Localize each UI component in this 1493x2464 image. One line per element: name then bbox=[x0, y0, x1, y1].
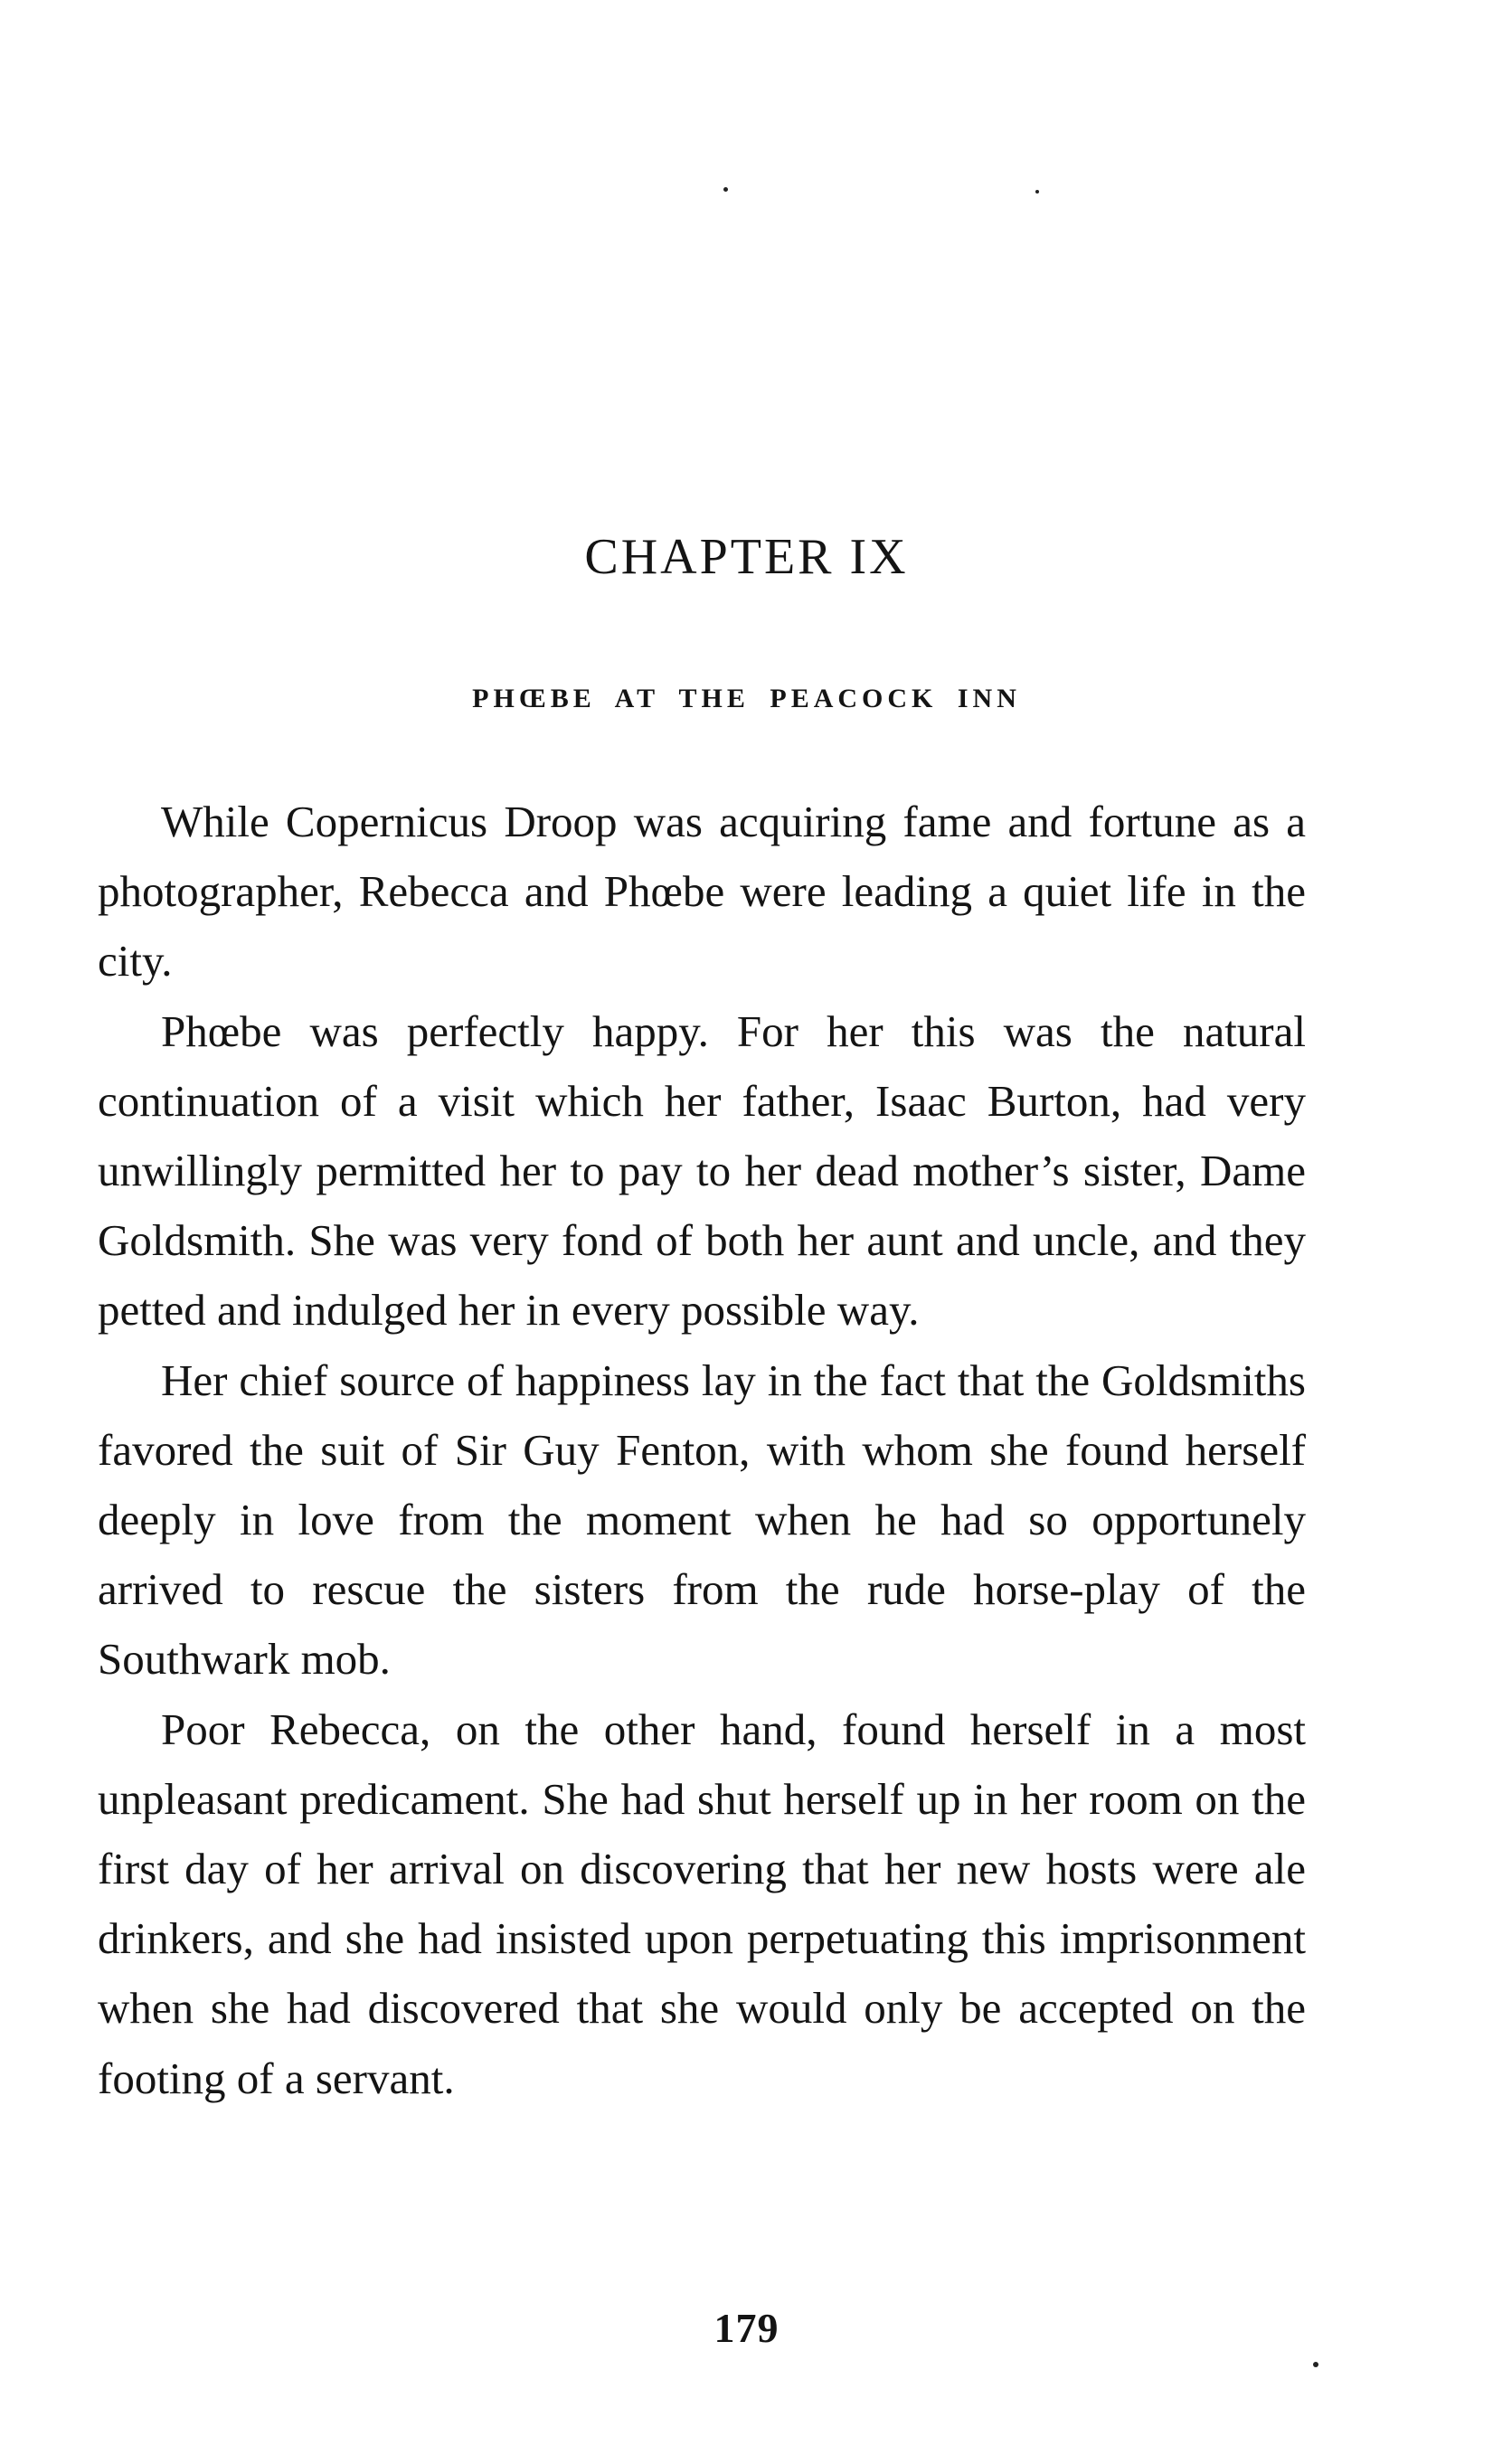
ink-speck bbox=[723, 187, 728, 192]
chapter-subtitle: PHŒBE AT THE PEACOCK INN bbox=[472, 684, 1021, 713]
ink-speck bbox=[1313, 2362, 1318, 2367]
page-number: 179 bbox=[713, 2305, 780, 2351]
chapter-heading: CHAPTER IX bbox=[584, 529, 909, 585]
ink-speck bbox=[1035, 190, 1039, 194]
paragraph: Her chief source of happiness lay in the fact that the Goldsmiths favored the suit of Sir Guy Fenton, with whom she found herself deeply in love from the moment when he had so opportunely arrived to rescue the sisters from the rude horse-play of the Southwark mob. bbox=[98, 1355, 1306, 1685]
paragraph: Poor Rebecca, on the other hand, found herself in a most unpleasant predicament. She had shut herself up in her room on the first day of her arrival on discovering that her new hosts were ale drinkers, and she had insisted upon perpetuating this imprisonment when she had discovered that she would only be accepted on the footing of a servant. bbox=[98, 1704, 1306, 2103]
chapter-body bbox=[98, 787, 1306, 2113]
paragraph: Phœbe was perfectly happy. For her this was the natural continuation of a visit which her father, Isaac Burton, had very unwillingly permitted her to pay to her dead mother’s sister, Dame Goldsmith. She was very fond of both her aunt and uncle, and they petted and indulged her in every possible way. bbox=[98, 1005, 1306, 1336]
paragraph: While Copernicus Droop was acquiring fame and fortune as a photographer, Rebecca and Phœbe were leading a quiet life in the city. bbox=[98, 797, 1306, 987]
